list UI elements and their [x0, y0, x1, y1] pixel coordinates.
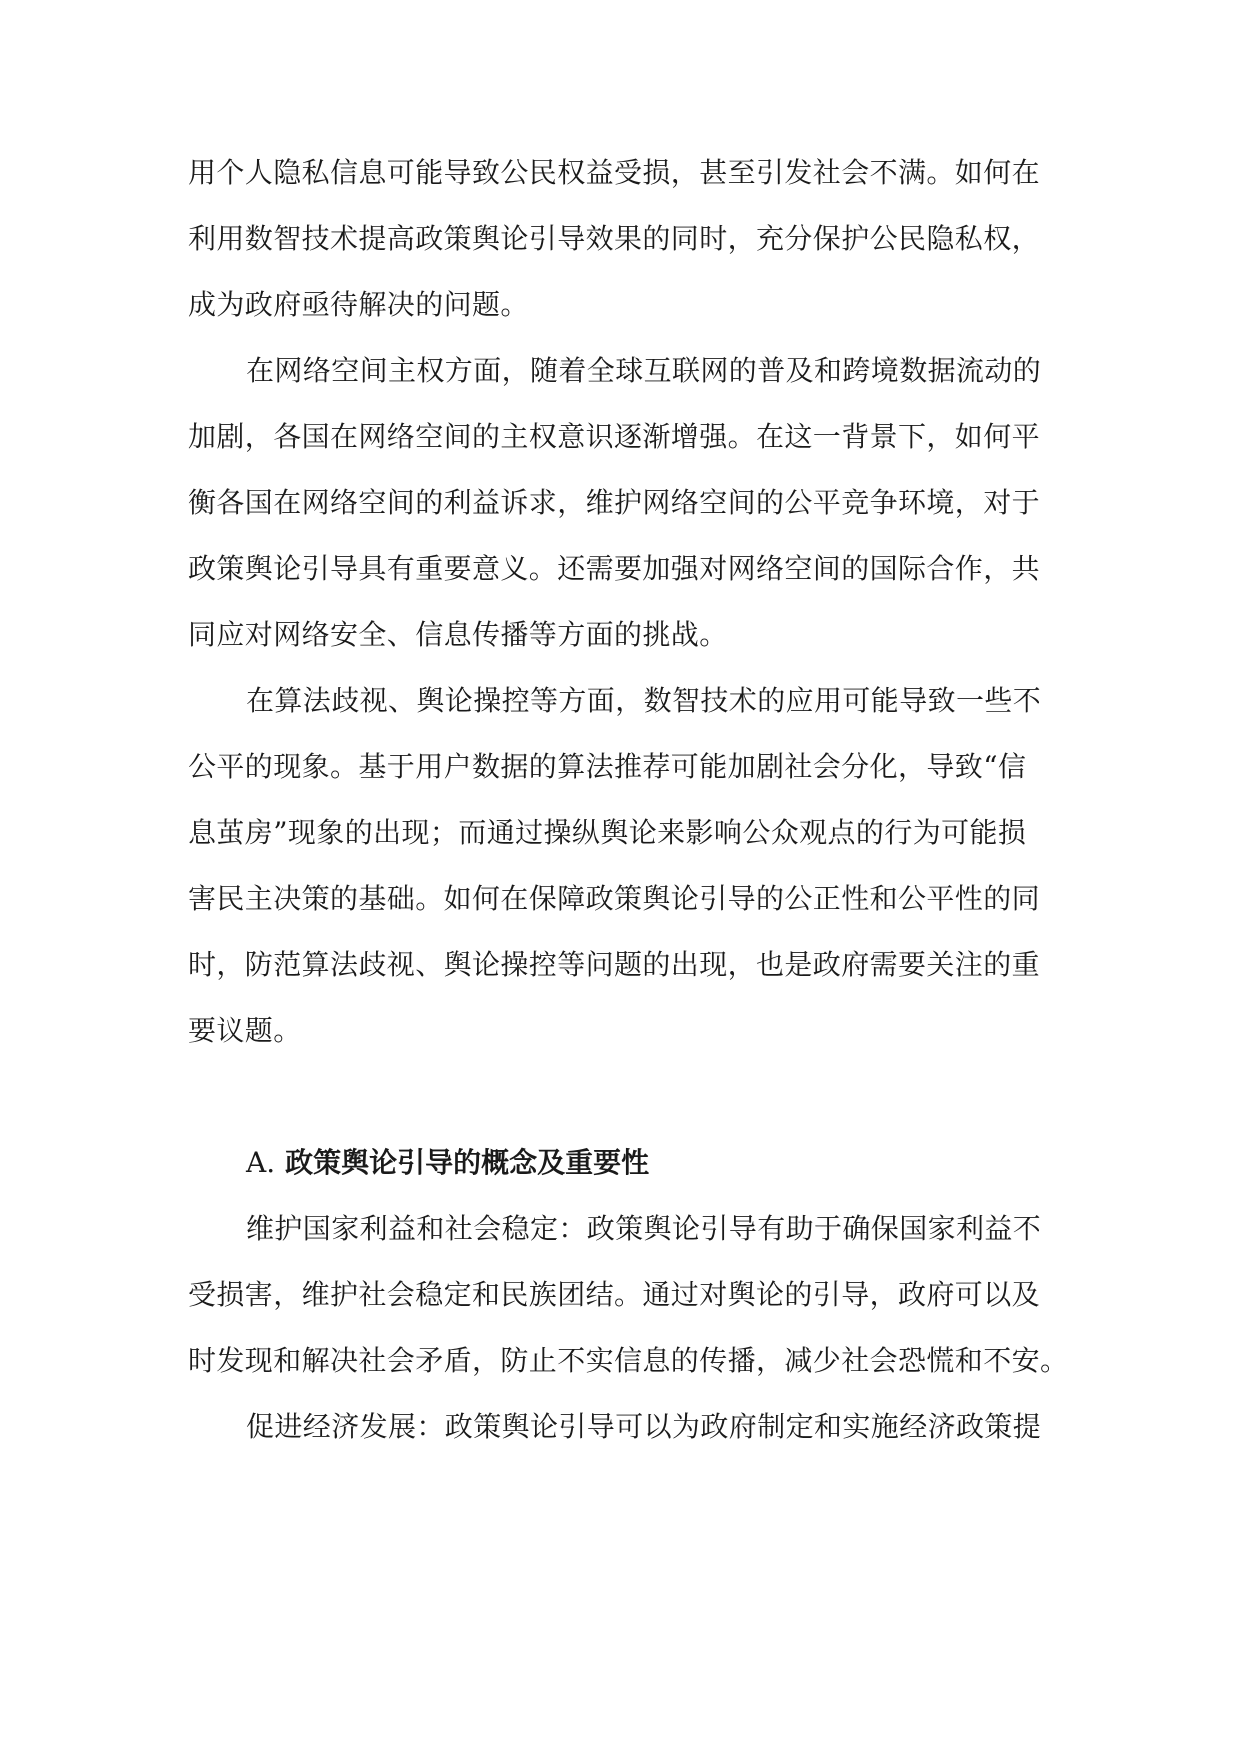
text-line: 害民主决策的基础。如何在保障政策舆论引导的公正性和公平性的同: [188, 882, 1041, 915]
section-heading: [188, 1130, 1054, 1196]
paragraph-privacy: [188, 140, 1054, 338]
text-line: 政策舆论引导具有重要意义。还需要加强对网络空间的国际合作，共: [188, 552, 1041, 585]
text-line: 促进经济发展：政策舆论引导可以为政府制定和实施经济政策提: [246, 1410, 1042, 1443]
text-line: 受损害，维护社会稳定和民族团结。通过对舆论的引导，政府可以及: [188, 1278, 1041, 1311]
text-line: 时，防范算法歧视、舆论操控等问题的出现，也是政府需要关注的重: [188, 948, 1041, 981]
text-line: 同应对网络安全、信息传播等方面的挑战。: [188, 618, 728, 651]
text-line: 息茧房”现象的出现；而通过操纵舆论来影响公众观点的行为可能损: [188, 816, 1027, 849]
section-number: A.: [246, 1146, 276, 1179]
text-line: 用个人隐私信息可能导致公民权益受损，甚至引发社会不满。如何在: [188, 156, 1041, 189]
text-line: 加剧，各国在网络空间的主权意识逐渐增强。在这一背景下，如何平: [188, 420, 1041, 453]
paragraph-algorithm-bias: [188, 668, 1054, 1064]
text-line: 成为政府亟待解决的问题。: [188, 288, 529, 321]
paragraph-cyberspace-sovereignty: [188, 338, 1054, 668]
text-line: 维护国家利益和社会稳定：政策舆论引导有助于确保国家利益不: [246, 1212, 1042, 1245]
text-line: 衡各国在网络空间的利益诉求，维护网络空间的公平竞争环境，对于: [188, 486, 1041, 519]
text-line: 在算法歧视、舆论操控等方面，数智技术的应用可能导致一些不: [246, 684, 1042, 717]
text-line: 在网络空间主权方面，随着全球互联网的普及和跨境数据流动的: [246, 354, 1042, 387]
section-title: 政策舆论引导的概念及重要性: [285, 1146, 650, 1179]
text-line: 利用数智技术提高政策舆论引导效果的同时，充分保护公民隐私权，: [188, 222, 1041, 255]
text-line: 公平的现象。基于用户数据的算法推荐可能加剧社会分化，导致“信: [188, 750, 1027, 783]
document-page: [188, 140, 1069, 1460]
paragraph-economic-development: [188, 1394, 1054, 1460]
paragraph-national-interest: [188, 1196, 1069, 1394]
text-line: 要议题。: [188, 1014, 302, 1047]
text-line: 时发现和解决社会矛盾，防止不实信息的传播，减少社会恐慌和不安。: [188, 1344, 1069, 1377]
